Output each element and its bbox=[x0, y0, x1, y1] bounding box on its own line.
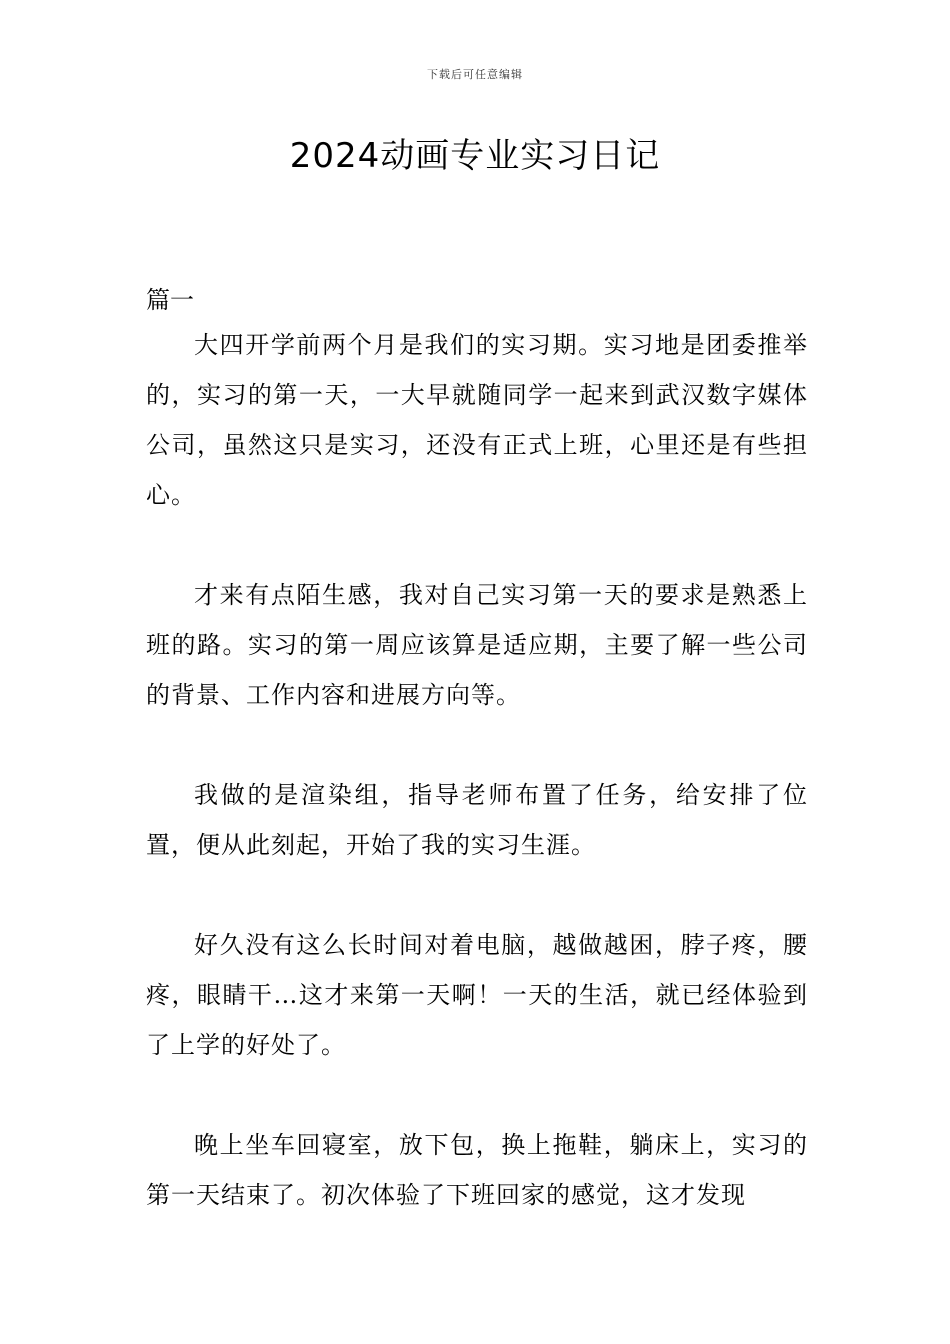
paragraph-4: 好久没有这么长时间对着电脑，越做越困，脖子疼，腰疼，眼睛干…这才来第一天啊！一天的生活，就已经体验到了上学的好处了。 bbox=[146, 931, 808, 1059]
paragraph-5: 晚上坐车回寝室，放下包，换上拖鞋，躺床上，实习的第一天结束了。初次体验了下班回家的感觉，这才发现 bbox=[146, 1131, 808, 1209]
section-label: 篇一 bbox=[146, 286, 194, 314]
document-body bbox=[146, 280, 808, 1270]
header-note: 下载后可任意编辑 bbox=[427, 68, 523, 81]
paragraph-3: 我做的是渲染组，指导老师布置了任务，给安排了位置，便从此刻起，开始了我的实习生涯。 bbox=[146, 781, 808, 859]
paragraph-1: 大四开学前两个月是我们的实习期。实习地是团委推举的，实习的第一天，一大早就随同学一起来到武汉数字媒体公司，虽然这只是实习，还没有正式上班，心里还是有些担心。 bbox=[146, 331, 808, 509]
document-title: 2024动画专业实习日记 bbox=[289, 136, 661, 176]
paragraph-2: 才来有点陌生感，我对自己实习第一天的要求是熟悉上班的路。实习的第一周应该算是适应期，主要了解一些公司的背景、工作内容和进展方向等。 bbox=[146, 581, 808, 709]
